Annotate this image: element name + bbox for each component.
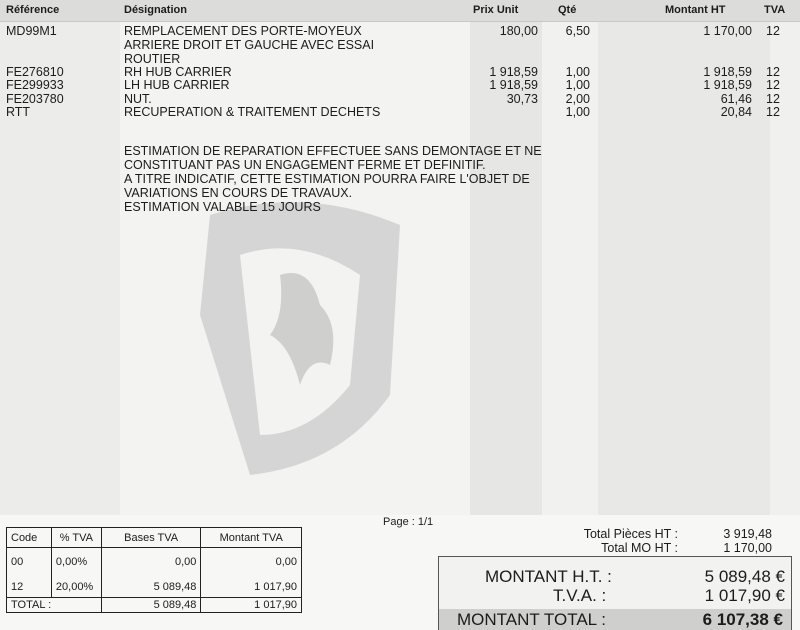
- cell-tva: 12: [766, 65, 780, 79]
- table-row: [7, 578, 302, 598]
- estimation-note-line: ESTIMATION DE REPARATION EFFECTUEE SANS DEMONTAGE ET NE: [124, 144, 542, 158]
- totals-box: [438, 556, 792, 630]
- cell-montant-ht: 1 918,59: [703, 65, 752, 79]
- table-row-continuation: [0, 38, 800, 52]
- tax-summary-table: [6, 527, 302, 613]
- cell-reference: RTT: [6, 105, 31, 119]
- table-row: [0, 105, 800, 119]
- tax-pct: 0,00%: [51, 548, 101, 578]
- tax-total-base: 5 089,48: [101, 598, 201, 613]
- tax-base: 5 089,48: [101, 578, 201, 598]
- cell-tva: 12: [766, 92, 780, 106]
- tax-total-montant: 1 017,90: [201, 598, 302, 613]
- tax-total-label: TOTAL :: [7, 598, 102, 613]
- cell-prix-unit: 1 918,59: [489, 78, 538, 92]
- cell-montant-ht: 1 170,00: [703, 24, 752, 38]
- cell-designation: RECUPERATION & TRAITEMENT DECHETS: [124, 105, 381, 119]
- header-tva: TVA: [764, 4, 786, 16]
- total-pieces-value: 3 919,48: [723, 527, 772, 541]
- cell-designation: LH HUB CARRIER: [124, 78, 230, 92]
- header-designation: Désignation: [124, 4, 187, 16]
- header-prix-unit: Prix Unit: [473, 4, 519, 16]
- cell-montant-ht: 61,46: [720, 92, 752, 106]
- table-row: [0, 78, 800, 92]
- cell-montant-ht: 20,84: [720, 105, 752, 119]
- tax-header-montant: Montant TVA: [201, 528, 302, 548]
- cell-designation: REMPLACEMENT DES PORTE-MOYEUX: [124, 24, 362, 38]
- cell-qte: 1,00: [565, 78, 590, 92]
- table-row-continuation: [0, 52, 800, 66]
- cell-designation: ARRIERE DROIT ET GAUCHE AVEC ESSAI: [124, 38, 375, 52]
- tax-montant: 0,00: [201, 548, 302, 578]
- montant-total-value: 6 107,38 €: [702, 610, 783, 629]
- header-reference: Référence: [6, 4, 60, 16]
- cell-designation: ROUTIER: [124, 52, 181, 66]
- table-row: [0, 92, 800, 106]
- cell-tva: 12: [766, 24, 780, 38]
- montant-total-bar: [439, 609, 791, 630]
- total-mo-value: 1 170,00: [723, 541, 772, 555]
- cell-tva: 12: [766, 78, 780, 92]
- cell-prix-unit: 1 918,59: [489, 65, 538, 79]
- tax-table-header: [7, 528, 302, 548]
- cell-prix-unit: 180,00: [499, 24, 538, 38]
- tax-base: 0,00: [101, 548, 201, 578]
- cell-qte: 2,00: [565, 92, 590, 106]
- cell-prix-unit: 30,73: [506, 92, 538, 106]
- cell-qte: 6,50: [565, 24, 590, 38]
- cell-designation: RH HUB CARRIER: [124, 65, 232, 79]
- cell-qte: 1,00: [565, 105, 590, 119]
- estimation-note-line: VARIATIONS EN COURS DE TRAVAUX.: [124, 186, 353, 200]
- montant-ht-value: 5 089,48 €: [704, 567, 785, 586]
- header-montant-ht: Montant HT: [665, 4, 726, 16]
- tax-total-row: [7, 598, 302, 613]
- cell-designation: NUT.: [124, 92, 152, 106]
- estimation-note-line: CONSTITUANT PAS UN ENGAGEMENT FERME ET DEFINITIF.: [124, 158, 486, 172]
- tva-label: T.V.A. :: [553, 586, 607, 605]
- table-row: [7, 548, 302, 578]
- watermark-shield-icon: [190, 195, 420, 485]
- tax-code: 00: [7, 548, 52, 578]
- total-mo-label: Total MO HT :: [601, 541, 678, 555]
- tax-montant: 1 017,90: [201, 578, 302, 598]
- cell-reference: FE299933: [6, 78, 64, 92]
- tax-code: 12: [7, 578, 52, 598]
- montant-ht-label: MONTANT H.T. :: [485, 567, 612, 586]
- items-table-header: [0, 0, 800, 22]
- tax-header-code: Code: [7, 528, 52, 548]
- estimation-note-line: A TITRE INDICATIF, CETTE ESTIMATION POURRA FAIRE L'OBJET DE: [124, 172, 530, 186]
- tax-header-pct: % TVA: [51, 528, 101, 548]
- cell-qte: 1,00: [565, 65, 590, 79]
- page-number: Page : 1/1: [383, 516, 434, 528]
- tva-value: 1 017,90 €: [704, 586, 785, 605]
- total-pieces-label: Total Pièces HT :: [583, 527, 678, 541]
- montant-total-label: MONTANT TOTAL :: [457, 610, 606, 629]
- header-qte: Qté: [558, 4, 577, 16]
- cell-reference: MD99M1: [6, 24, 57, 38]
- cell-montant-ht: 1 918,59: [703, 78, 752, 92]
- cell-reference: FE276810: [6, 65, 64, 79]
- table-row: [0, 24, 800, 38]
- estimation-note-line: ESTIMATION VALABLE 15 JOURS: [124, 200, 321, 214]
- cell-reference: FE203780: [6, 92, 64, 106]
- cell-tva: 12: [766, 105, 780, 119]
- table-row: [0, 65, 800, 79]
- tax-pct: 20,00%: [51, 578, 101, 598]
- tax-header-base: Bases TVA: [101, 528, 201, 548]
